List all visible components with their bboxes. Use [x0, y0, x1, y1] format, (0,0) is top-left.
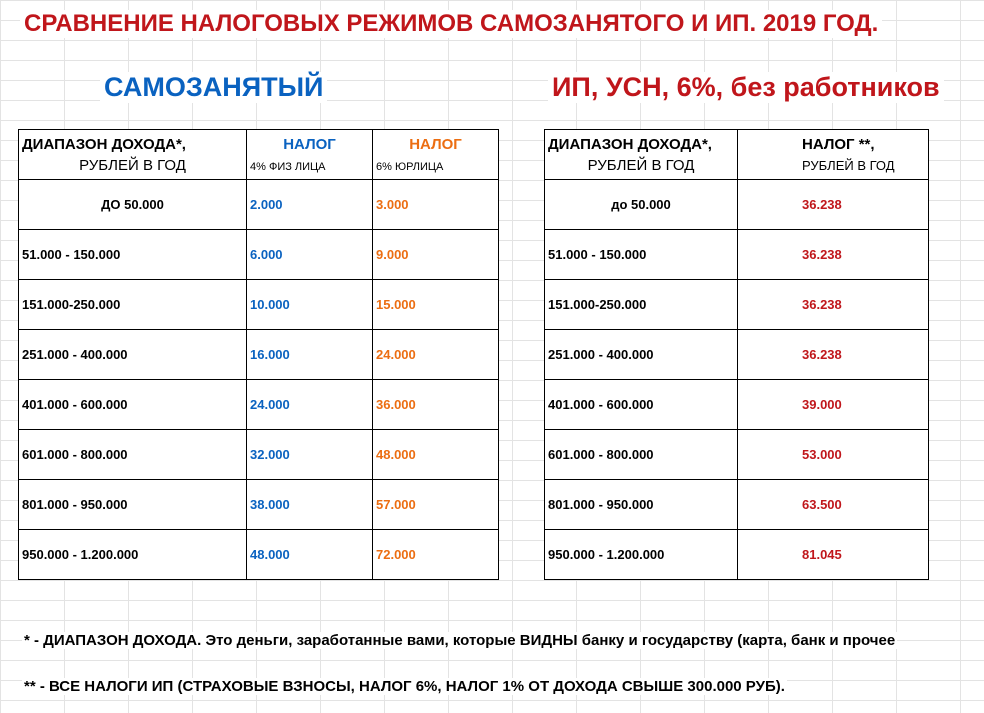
- phys-tax-cell: 38.000: [247, 480, 373, 530]
- table-header-row: [545, 130, 929, 180]
- range-cell: 151.000-250.000: [545, 280, 738, 330]
- phys-tax-cell: 10.000: [247, 280, 373, 330]
- table-row: [19, 430, 499, 480]
- legal-tax-header-title: НАЛОГ: [409, 136, 462, 153]
- phys-tax-cell: 24.000: [247, 380, 373, 430]
- table-row: [545, 230, 929, 280]
- range-cell: 801.000 - 950.000: [19, 480, 247, 530]
- range-cell: ДО 50.000: [19, 180, 247, 230]
- phys-tax-cell: 48.000: [247, 530, 373, 580]
- self-employed-heading: САМОЗАНЯТЫЙ: [100, 72, 327, 103]
- table-row: [545, 280, 929, 330]
- legal-tax-cell: 72.000: [373, 530, 499, 580]
- legal-tax-header-cell: [373, 130, 499, 180]
- range-cell: 51.000 - 150.000: [19, 230, 247, 280]
- range-header-line1: ДИАПАЗОН ДОХОДА*,: [548, 135, 712, 153]
- table-row: [19, 180, 499, 230]
- legal-tax-header-sub: 6% ЮРЛИЦА: [376, 161, 444, 173]
- phys-tax-header-sub: 4% ФИЗ ЛИЦА: [250, 161, 326, 173]
- ip-tax-header-cell: [738, 130, 929, 180]
- phys-tax-cell: 16.000: [247, 330, 373, 380]
- phys-tax-header-cell: [247, 130, 373, 180]
- range-cell: 950.000 - 1.200.000: [19, 530, 247, 580]
- range-cell: 251.000 - 400.000: [19, 330, 247, 380]
- range-cell: до 50.000: [545, 180, 738, 230]
- legal-tax-cell: 36.000: [373, 380, 499, 430]
- table-header-row: [19, 130, 499, 180]
- ip-tax-cell: 39.000: [738, 380, 929, 430]
- table-row: [19, 330, 499, 380]
- ip-tax-header-title: НАЛОГ **,: [802, 136, 875, 153]
- range-header-line2: РУБЛЕЙ В ГОД: [587, 156, 695, 174]
- table-row: [19, 530, 499, 580]
- table-row: [545, 180, 929, 230]
- range-header-line1: ДИАПАЗОН ДОХОДА*,: [22, 135, 186, 153]
- legal-tax-cell: 15.000: [373, 280, 499, 330]
- table-row: [545, 530, 929, 580]
- ip-tax-cell: 63.500: [738, 480, 929, 530]
- self-employed-table: [18, 129, 499, 580]
- ip-tax-cell: 36.238: [738, 280, 929, 330]
- range-cell: 601.000 - 800.000: [545, 430, 738, 480]
- legal-tax-cell: 57.000: [373, 480, 499, 530]
- range-cell: 401.000 - 600.000: [545, 380, 738, 430]
- table-row: [545, 480, 929, 530]
- table-row: [19, 480, 499, 530]
- phys-tax-header-title: НАЛОГ: [283, 136, 336, 153]
- table-row: [545, 430, 929, 480]
- ip-tax-cell: 36.238: [738, 330, 929, 380]
- table-row: [545, 380, 929, 430]
- ip-tax-cell: 81.045: [738, 530, 929, 580]
- range-header-cell: [545, 130, 738, 180]
- legal-tax-cell: 3.000: [373, 180, 499, 230]
- table-row: [19, 230, 499, 280]
- page-title: СРАВНЕНИЕ НАЛОГОВЫХ РЕЖИМОВ САМОЗАНЯТОГО И ИП. 2019 ГОД.: [20, 10, 882, 38]
- legal-tax-cell: 9.000: [373, 230, 499, 280]
- range-header-line2: РУБЛЕЙ В ГОД: [79, 156, 186, 174]
- ip-tax-header-sub: РУБЛЕЙ В ГОД: [802, 158, 895, 173]
- range-cell: 51.000 - 150.000: [545, 230, 738, 280]
- phys-tax-cell: 6.000: [247, 230, 373, 280]
- range-cell: 151.000-250.000: [19, 280, 247, 330]
- table-row: [19, 380, 499, 430]
- table-row: [19, 280, 499, 330]
- range-cell: 801.000 - 950.000: [545, 480, 738, 530]
- ip-tax-cell: 36.238: [738, 230, 929, 280]
- ip-tax-cell: 53.000: [738, 430, 929, 480]
- legal-tax-cell: 48.000: [373, 430, 499, 480]
- table-row: [545, 330, 929, 380]
- range-cell: 950.000 - 1.200.000: [545, 530, 738, 580]
- phys-tax-cell: 2.000: [247, 180, 373, 230]
- range-header-cell: [19, 130, 247, 180]
- ip-tax-cell: 36.238: [738, 180, 929, 230]
- range-cell: 251.000 - 400.000: [545, 330, 738, 380]
- range-cell: 401.000 - 600.000: [19, 380, 247, 430]
- range-cell: 601.000 - 800.000: [19, 430, 247, 480]
- ip-table: [544, 129, 929, 580]
- legal-tax-cell: 24.000: [373, 330, 499, 380]
- footnote-income-range: * - ДИАПАЗОН ДОХОДА. Это деньги, заработанные вами, которые ВИДНЫ банку и государству (карта, банк и прочее: [24, 632, 896, 649]
- phys-tax-cell: 32.000: [247, 430, 373, 480]
- ip-heading: ИП, УСН, 6%, без работников: [548, 72, 944, 103]
- footnote-ip-taxes: ** - ВСЕ НАЛОГИ ИП (СТРАХОВЫЕ ВЗНОСЫ, НАЛОГ 6%, НАЛОГ 1% ОТ ДОХОДА СВЫШЕ 300.000 РУБ).: [24, 678, 785, 695]
